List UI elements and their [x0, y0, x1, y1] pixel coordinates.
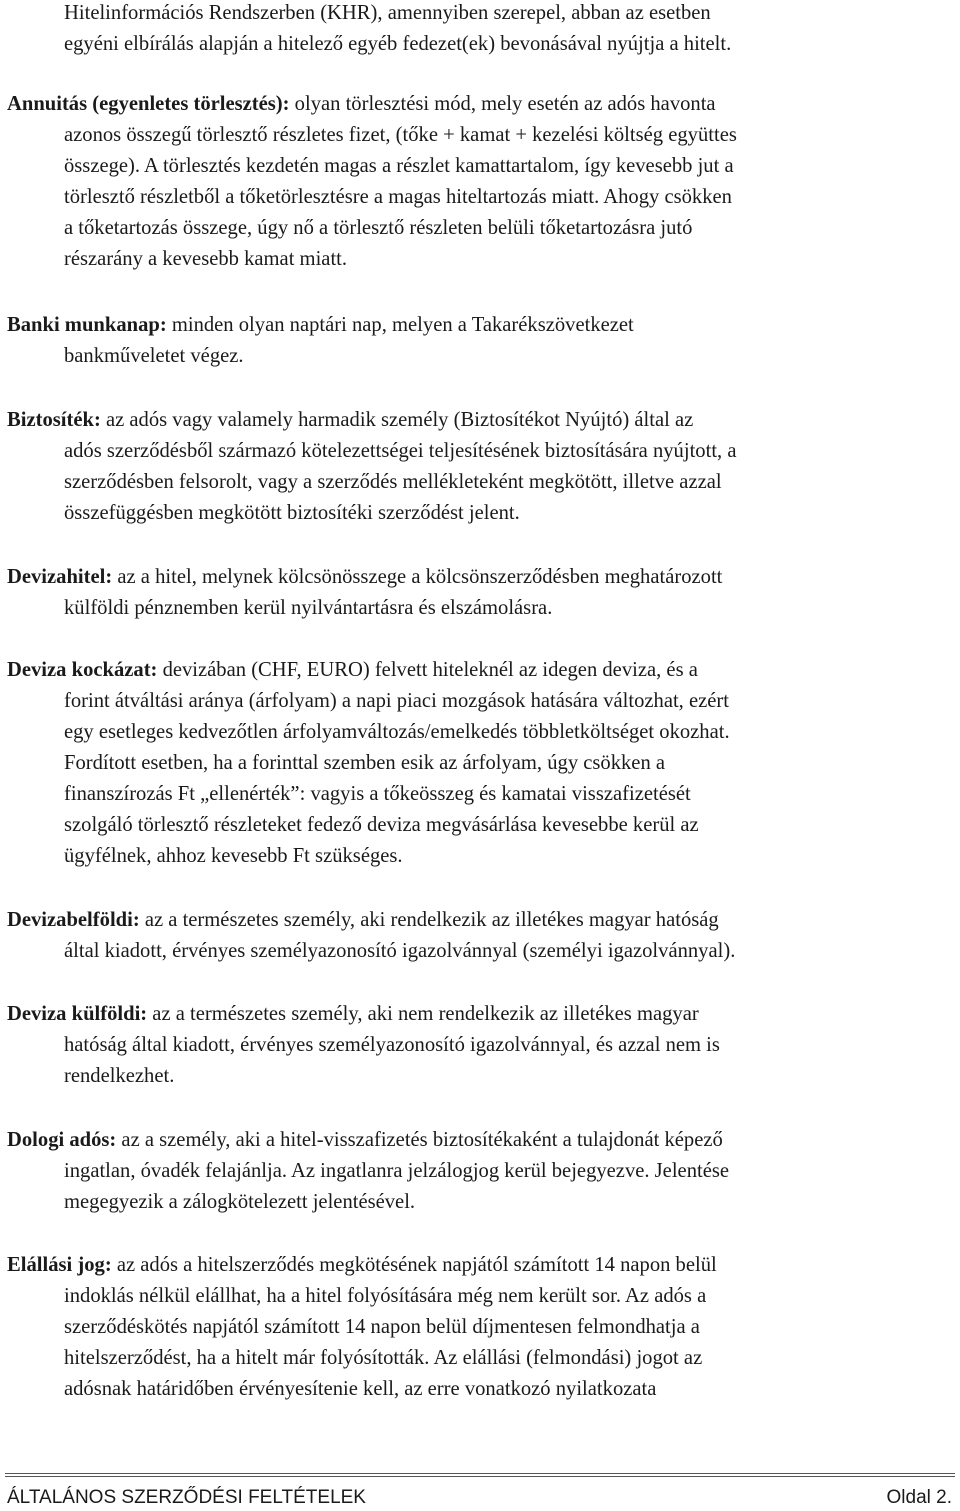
definition-text: minden olyan naptári nap, melyen a Takarékszövetkezet [166, 314, 634, 336]
definition-first-line [7, 562, 957, 593]
footer-divider [5, 1473, 955, 1474]
text-line: hitelszerződést, ha a hitelt már folyósították. Az elállási (felmondási) jogot az [64, 1347, 703, 1369]
text-line: a tőketartozás összege, úgy nő a törlesztő részleten belüli tőketartozásra jutó [64, 217, 693, 239]
text-line: forint átváltási aránya (árfolyam) a napi piaci mozgások hatására változhat, ezért [64, 690, 729, 712]
text-line: egy esetleges kedvezőtlen árfolyamváltozás/emelkedés többletköltséget okozhat. [64, 721, 730, 743]
text-line: által kiadott, érvényes személyazonosító igazolvánnyal (személyi igazolvánnyal). [64, 940, 736, 962]
text-line: külföldi pénznemben kerül nyilvántartásra és elszámolásra. [64, 597, 553, 619]
definition-deviza-kockazat [7, 655, 957, 872]
definition-text: az adós vagy valamely harmadik személy (Biztosítékot Nyújtó) által az [100, 409, 694, 431]
definition-first-line [7, 999, 957, 1030]
footer-document-title: ÁLTALÁNOS SZERZŐDÉSI FELTÉTELEK [7, 1487, 366, 1508]
intro-paragraph [7, 0, 957, 60]
text-line: szerződésben felsorolt, vagy a szerződés mellékleteként megkötött, illetve azzal [64, 471, 722, 493]
text-line: indoklás nélkül elállhat, ha a hitel folyósítására még nem került sor. Az adós a [64, 1285, 707, 1307]
definition-term: Dologi adós: [7, 1129, 117, 1151]
definition-term: Elállási jog: [7, 1254, 112, 1276]
text-line: azonos összegű törlesztő részletes fizet, (tőke + kamat + kezelési költség együttes [64, 124, 737, 146]
definition-text: olyan törlesztési mód, mely esetén az adós havonta [289, 93, 716, 115]
text-line: egyéni elbírálás alapján a hitelező egyéb fedezet(ek) bevonásával nyújtja a hitelt. [64, 33, 732, 55]
definition-deviza-kulfoldi [7, 999, 957, 1092]
definition-text: az a személy, aki a hitel-visszafizetés biztosítékaként a tulajdonát képező [116, 1129, 723, 1151]
footer-divider [5, 1476, 955, 1477]
text-line: ügyfélnek, ahhoz kevesebb Ft szükséges. [64, 845, 403, 867]
text-line: részarány a kevesebb kamat miatt. [64, 248, 348, 270]
definition-term: Banki munkanap: [7, 314, 167, 336]
text-line: Fordított esetben, ha a forinttal szemben esik az árfolyam, úgy csökken a [64, 752, 666, 774]
text-line: törlesztő részletből a tőketörlesztésre a magas hiteltartozás miatt. Ahogy csökken [64, 186, 732, 208]
definition-term: Deviza kockázat: [7, 659, 158, 681]
definition-first-line [7, 310, 957, 341]
definition-term: Devizahitel: [7, 566, 113, 588]
definition-text: devizában (CHF, EURO) felvett hiteleknél az idegen deviza, és a [157, 659, 698, 681]
definition-term: Deviza külföldi: [7, 1003, 148, 1025]
definition-text: az adós a hitelszerződés megkötésének napjától számított 14 napon belül [111, 1254, 717, 1276]
text-line: szerződéskötés napjától számított 14 napon belül díjmentesen felmondhatja a [64, 1316, 700, 1338]
text-line: ingatlan, óvadék felajánlja. Az ingatlanra jelzálogjog kerül bejegyezve. Jelentése [64, 1160, 730, 1182]
definition-first-line [7, 405, 957, 436]
definition-first-line [7, 89, 957, 120]
text-line: megegyezik a zálogkötelezett jelentésével. [64, 1191, 416, 1213]
text-line: hatóság által kiadott, érvényes személyazonosító igazolvánnyal, és azzal nem is [64, 1034, 720, 1056]
text-line: Hitelinformációs Rendszerben (KHR), amennyiben szerepel, abban az esetben [64, 2, 711, 24]
definition-annuitas [7, 89, 957, 275]
definition-banki-munkanap [7, 310, 957, 372]
text-line: szolgáló törlesztő részleteket fedező deviza megvásárlása kevesebbe kerül az [64, 814, 699, 836]
definition-first-line [7, 1250, 957, 1281]
text-line: összege). A törlesztés kezdetén magas a részlet kamattartalom, így kevesebb jut a [64, 155, 734, 177]
definition-term: Annuitás (egyenletes törlesztés): [7, 93, 290, 115]
definition-first-line [7, 905, 957, 936]
text-line: finanszírozás Ft „ellenérték”: vagyis a tőkeösszeg és kamatai visszafizetését [64, 783, 691, 805]
definition-biztositek [7, 405, 957, 529]
text-line: összefüggésben megkötött biztosítéki szerződést jelent. [64, 502, 520, 524]
text-line: adós szerződésből származó kötelezettségei teljesítésének biztosítására nyújtott, a [64, 440, 737, 462]
definition-first-line [7, 655, 957, 686]
definition-term: Biztosíték: [7, 409, 101, 431]
definition-dologi-ados [7, 1125, 957, 1218]
definition-first-line [7, 1125, 957, 1156]
text-line: bankműveletet végez. [64, 345, 244, 367]
definition-devizabelfoldi [7, 905, 957, 967]
definition-elallasi-jog [7, 1250, 957, 1405]
definition-devizahitel [7, 562, 957, 624]
text-line: rendelkezhet. [64, 1065, 175, 1087]
footer-page-number: Oldal 2. [886, 1487, 952, 1508]
definition-term: Devizabelföldi: [7, 909, 140, 931]
definition-text: az a hitel, melynek kölcsönösszege a kölcsönszerződésben meghatározott [112, 566, 723, 588]
definition-text: az a természetes személy, aki rendelkezik az illetékes magyar hatóság [139, 909, 719, 931]
definition-text: az a természetes személy, aki nem rendelkezik az illetékes magyar [147, 1003, 699, 1025]
text-line: adósnak határidőben érvényesítenie kell, az erre vonatkozó nyilatkozata [64, 1378, 657, 1400]
